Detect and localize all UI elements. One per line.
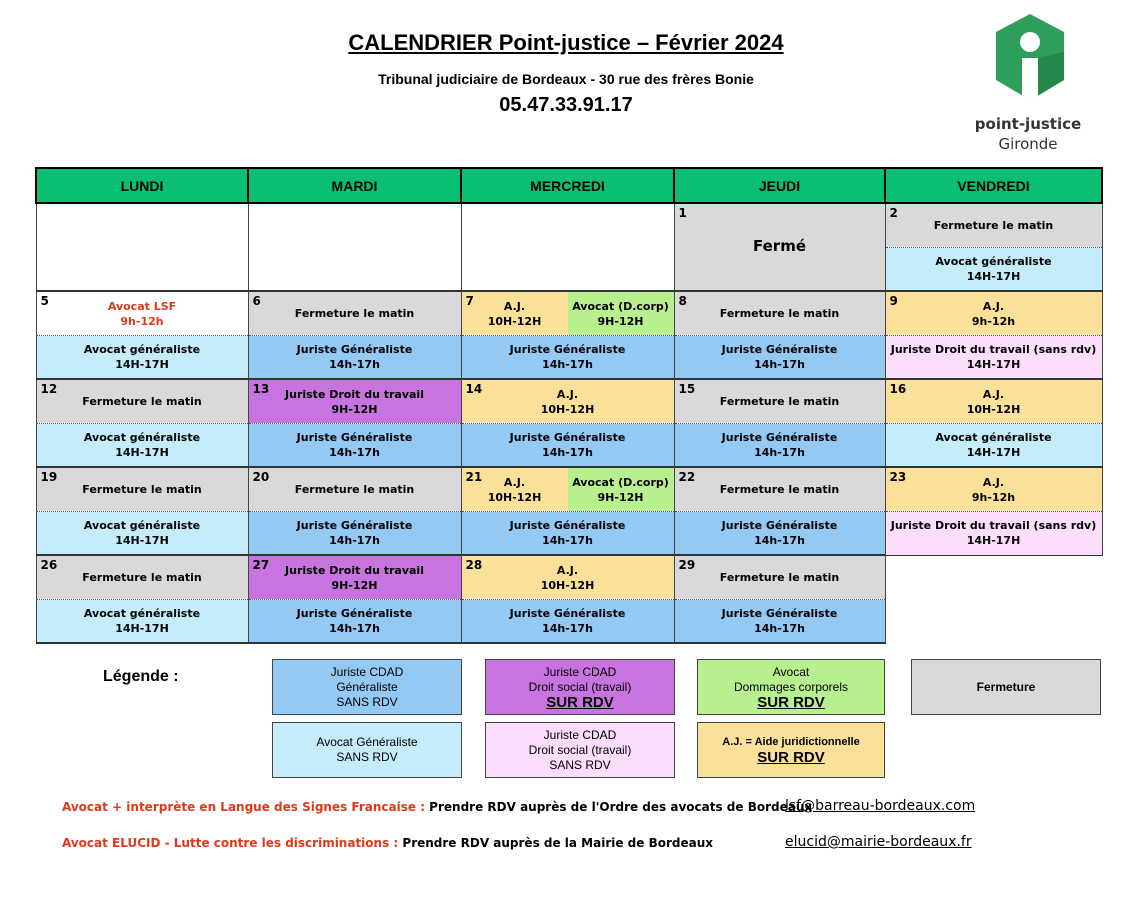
closed-label: Fermé	[752, 237, 806, 255]
afternoon-label: Juriste Généraliste	[721, 431, 838, 444]
day-number: 23	[889, 470, 907, 484]
afternoon-label: Avocat généraliste	[83, 431, 201, 444]
day-cell-13-afternoon	[248, 424, 461, 468]
day-number: 12	[40, 382, 58, 396]
morning-label: Fermeture le matin	[719, 483, 840, 496]
afternoon-label: Juriste Généraliste	[296, 519, 413, 532]
day-cell-20-afternoon	[248, 512, 461, 556]
morning-label: Juriste Droit du travail	[285, 563, 424, 577]
day-cell-21-morning	[461, 467, 674, 512]
day-cell-8-afternoon	[674, 336, 885, 380]
day-cell-2-morning	[885, 203, 1102, 248]
calendar-table	[35, 167, 1103, 644]
day-cell-7-morning	[461, 291, 674, 336]
afternoon-label: Juriste Généraliste	[509, 431, 626, 444]
morning-label: Fermeture le matin	[82, 483, 202, 496]
avocat-dcorp-slot	[568, 292, 674, 335]
day-cell-1	[674, 203, 885, 291]
day-cell-12-afternoon	[36, 424, 248, 468]
day-header-vendredi: VENDREDI	[885, 168, 1102, 203]
day-cell-23-morning	[885, 467, 1102, 512]
legend-line: Juriste CDAD	[543, 727, 617, 742]
morning-hours: 10H-12H	[540, 578, 595, 592]
afternoon-hours: 14H-17H	[115, 534, 169, 547]
legend-avocat-generaliste	[272, 722, 462, 778]
afternoon-label: Avocat généraliste	[83, 343, 201, 356]
aj-slot	[462, 292, 568, 335]
note-lsf-label: Avocat + interprète en Langue des Signes Francaise :	[62, 800, 425, 814]
afternoon-hours: 14h-17h	[754, 358, 805, 371]
day-number: 22	[678, 470, 696, 484]
empty-cell	[36, 203, 248, 291]
morning-label: Avocat LSF	[107, 299, 177, 313]
day-number: 14	[465, 382, 483, 396]
morning-label: Fermeture le matin	[294, 307, 415, 320]
afternoon-hours: 14H-17H	[966, 446, 1021, 459]
afternoon-hours: 14H-17H	[966, 358, 1021, 371]
afternoon-label: Juriste Généraliste	[721, 343, 838, 356]
day-header-mardi: MARDI	[248, 168, 461, 203]
slot-label: Avocat (D.corp)	[572, 475, 669, 489]
legend-line: Fermeture	[976, 679, 1036, 694]
day-number: 9	[889, 294, 898, 308]
day-cell-20-morning	[248, 467, 461, 512]
afternoon-label: Juriste Généraliste	[296, 431, 413, 444]
afternoon-hours: 14H-17H	[966, 534, 1021, 548]
afternoon-label: Avocat généraliste	[935, 255, 1052, 268]
empty-cell	[885, 555, 1102, 643]
day-number: 13	[252, 382, 270, 396]
day-header-lundi: LUNDI	[36, 168, 248, 203]
morning-hours: 10H-12H	[966, 402, 1021, 416]
point-justice-logo-icon	[990, 12, 1070, 112]
afternoon-hours: 14H-17H	[115, 622, 169, 635]
afternoon-label: Juriste Généraliste	[296, 343, 413, 356]
afternoon-hours: 14h-17h	[754, 534, 805, 547]
day-cell-19-morning	[36, 467, 248, 512]
page-title: CALENDRIER Point-justice – Février 2024	[348, 30, 784, 55]
morning-hours: 9h-12h	[120, 314, 164, 328]
day-cell-9-morning	[885, 291, 1102, 336]
day-cell-14-afternoon	[461, 424, 674, 468]
day-cell-7-afternoon	[461, 336, 674, 380]
day-cell-5-morning	[36, 291, 248, 336]
day-number: 29	[678, 558, 696, 572]
day-number: 19	[40, 470, 58, 484]
afternoon-hours: 14h-17h	[754, 446, 805, 459]
day-number: 1	[678, 206, 687, 220]
morning-label: Fermeture le matin	[719, 395, 840, 408]
morning-label: A.J.	[982, 475, 1005, 489]
morning-label: Juriste Droit du travail	[285, 387, 424, 401]
day-cell-13-morning	[248, 379, 461, 424]
day-number: 2	[889, 206, 898, 220]
morning-label: A.J.	[982, 387, 1005, 401]
note-elucid-text: Prendre RDV auprès de la Mairie de Bordeaux	[398, 836, 714, 850]
afternoon-label: Avocat généraliste	[83, 607, 201, 620]
slot-label: A.J.	[503, 299, 526, 313]
slot-hours: 9H-12H	[597, 490, 644, 504]
morning-label: Fermeture le matin	[933, 219, 1054, 232]
day-header-mercredi: MERCREDI	[461, 168, 674, 203]
morning-label: A.J.	[982, 299, 1005, 313]
day-cell-5-afternoon	[36, 336, 248, 380]
day-cell-22-afternoon	[674, 512, 885, 556]
morning-hours: 9h-12h	[971, 490, 1016, 504]
note-lsf-text: Prendre RDV auprès de l'Ordre des avocats de Bordeaux	[425, 800, 813, 814]
slot-label: A.J.	[503, 475, 526, 489]
afternoon-label: Juriste Généraliste	[296, 607, 413, 620]
afternoon-label: Juriste Généraliste	[721, 607, 838, 620]
note-lsf	[62, 800, 812, 814]
legend-line: SUR RDV	[757, 693, 825, 711]
day-cell-26-afternoon	[36, 600, 248, 644]
morning-label: A.J.	[556, 563, 579, 577]
afternoon-hours: 14h-17h	[542, 534, 593, 547]
day-number: 20	[252, 470, 270, 484]
note-elucid	[62, 836, 713, 850]
logo-region: Gironde	[998, 135, 1058, 153]
day-cell-28-afternoon	[461, 600, 674, 644]
morning-label: Fermeture le matin	[82, 395, 202, 408]
afternoon-label: Avocat généraliste	[83, 519, 201, 532]
day-number: 16	[889, 382, 907, 396]
morning-label: Fermeture le matin	[294, 483, 415, 496]
day-cell-29-morning	[674, 555, 885, 600]
afternoon-label: Juriste Généraliste	[721, 519, 838, 532]
slot-label: Avocat (D.corp)	[572, 299, 669, 313]
empty-cell	[461, 203, 674, 291]
afternoon-hours: 14h-17h	[542, 446, 593, 459]
lsf-email-link[interactable]: lsf@barreau-bordeaux.com	[785, 798, 976, 814]
day-cell-14-morning	[461, 379, 674, 424]
avocat-dcorp-slot	[568, 468, 674, 511]
day-cell-15-afternoon	[674, 424, 885, 468]
legend-line: SANS RDV	[336, 694, 398, 709]
morning-label: Fermeture le matin	[719, 571, 840, 584]
day-number: 8	[678, 294, 687, 308]
day-cell-26-morning	[36, 555, 248, 600]
day-cell-9-afternoon	[885, 336, 1102, 380]
day-cell-21-afternoon	[461, 512, 674, 556]
afternoon-hours: 14h-17h	[329, 622, 380, 635]
day-cell-16-afternoon	[885, 424, 1102, 468]
afternoon-label: Juriste Droit du travail (sans rdv)	[890, 519, 1097, 533]
day-cell-22-morning	[674, 467, 885, 512]
day-cell-16-morning	[885, 379, 1102, 424]
day-cell-28-morning	[461, 555, 674, 600]
afternoon-label: Juriste Droit du travail (sans rdv)	[890, 343, 1097, 356]
legend-line: A.J. = Aide juridictionnelle	[722, 736, 860, 748]
day-cell-8-morning	[674, 291, 885, 336]
elucid-email-link[interactable]: elucid@mairie-bordeaux.fr	[785, 834, 972, 850]
legend-cdad-social-sans	[485, 722, 675, 778]
afternoon-hours: 14h-17h	[329, 446, 380, 459]
legend-line: Généraliste	[336, 679, 398, 694]
legend-line: SUR RDV	[546, 693, 614, 711]
legend-line: Juriste CDAD	[543, 664, 617, 679]
legend-line: SUR RDV	[757, 749, 825, 766]
day-cell-6-afternoon	[248, 336, 461, 380]
morning-hours: 10H-12H	[540, 402, 595, 416]
subtitle: Tribunal judiciaire de Bordeaux - 30 rue des frères Bonie	[378, 71, 754, 87]
logo-name: point-justice	[974, 115, 1082, 133]
legend-cdad-social-rdv	[485, 659, 675, 715]
afternoon-label: Juriste Généraliste	[509, 519, 626, 532]
phone-number: 05.47.33.91.17	[499, 94, 633, 116]
legend-line: Juriste CDAD	[330, 664, 404, 679]
legend-line: Avocat Généraliste	[316, 735, 418, 749]
day-number: 26	[40, 558, 58, 572]
afternoon-hours: 14H-17H	[115, 358, 169, 371]
legend-avocat-dommages	[697, 659, 885, 715]
morning-label: A.J.	[556, 387, 579, 401]
legend-line: SANS RDV	[549, 757, 611, 772]
legend-line: Avocat	[772, 664, 810, 679]
day-cell-29-afternoon	[674, 600, 885, 644]
legend-aj	[697, 722, 885, 778]
morning-label: Fermeture le matin	[719, 307, 840, 320]
afternoon-label: Juriste Généraliste	[509, 607, 626, 620]
afternoon-hours: 14H-17H	[966, 270, 1021, 283]
empty-cell	[248, 203, 461, 291]
day-cell-27-morning	[248, 555, 461, 600]
morning-hours: 9h-12h	[971, 314, 1016, 328]
day-cell-27-afternoon	[248, 600, 461, 644]
afternoon-hours: 14h-17h	[542, 622, 593, 635]
afternoon-hours: 14h-17h	[329, 534, 380, 547]
afternoon-hours: 14h-17h	[754, 622, 805, 635]
day-number: 21	[465, 470, 483, 484]
afternoon-hours: 14h-17h	[542, 358, 593, 371]
legend-line: Droit social (travail)	[528, 742, 632, 757]
afternoon-hours: 14h-17h	[329, 358, 380, 371]
slot-hours: 9H-12H	[597, 314, 644, 328]
morning-hours: 9H-12H	[331, 578, 378, 592]
slot-hours: 10H-12H	[487, 490, 542, 504]
day-number: 15	[678, 382, 696, 396]
legend-cdad-generaliste	[272, 659, 462, 715]
day-cell-19-afternoon	[36, 512, 248, 556]
morning-label: Fermeture le matin	[82, 571, 202, 584]
afternoon-label: Juriste Généraliste	[509, 343, 626, 356]
legend-line: Droit social (travail)	[528, 679, 632, 694]
slot-hours: 10H-12H	[487, 314, 542, 328]
afternoon-hours: 14H-17H	[115, 446, 169, 459]
legend-line: SANS RDV	[336, 750, 398, 764]
note-elucid-label: Avocat ELUCID - Lutte contre les discriminations :	[62, 836, 399, 850]
legend-title: Légende :	[103, 668, 179, 685]
day-header-jeudi: JEUDI	[674, 168, 885, 203]
day-cell-6-morning	[248, 291, 461, 336]
legend-line: Dommages corporels	[733, 679, 849, 694]
morning-hours: 9H-12H	[331, 402, 378, 416]
day-number: 7	[465, 294, 474, 308]
legend-fermeture	[911, 659, 1101, 715]
day-cell-23-afternoon	[885, 512, 1102, 556]
day-cell-12-morning	[36, 379, 248, 424]
day-number: 28	[465, 558, 483, 572]
day-cell-2-afternoon	[885, 248, 1102, 292]
day-cell-15-morning	[674, 379, 885, 424]
day-number: 5	[40, 294, 49, 308]
afternoon-label: Avocat généraliste	[935, 431, 1052, 444]
day-number: 6	[252, 294, 261, 308]
day-number: 27	[252, 558, 270, 572]
